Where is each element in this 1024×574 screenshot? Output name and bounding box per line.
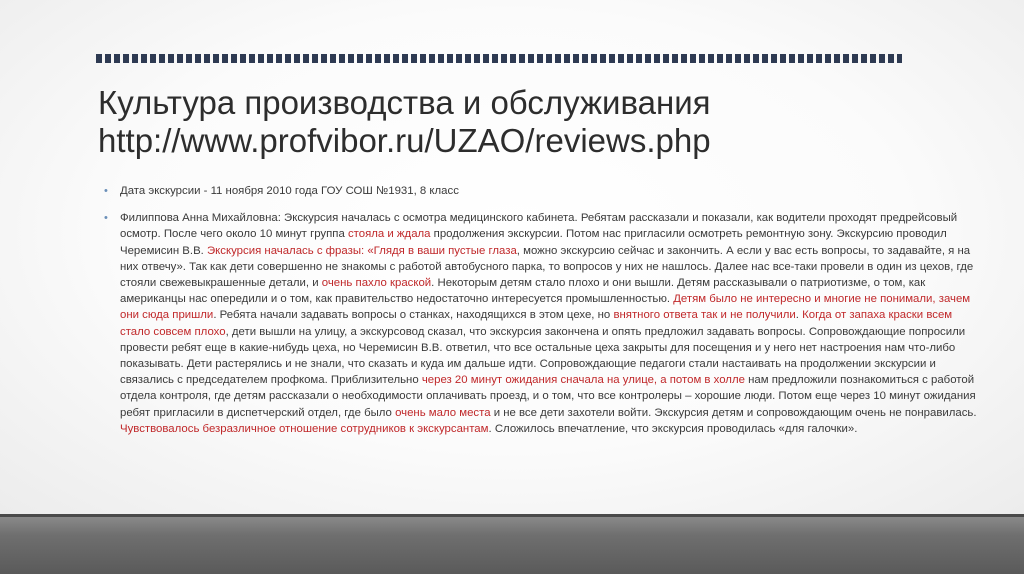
body-text: , можно экскурсию сейчас и закончить. А если у вас есть вопросы, то задавайте, я на них отвечу». Так как дети совершенно не знакомы с работой автобусного парка, то вопросов у них не нашлось. Далее нас все-таки провели в один из цехов, где стояли свежевыкрашенные детали, и bbox=[120, 244, 974, 290]
floor-background bbox=[0, 514, 1024, 574]
highlighted-text: Детям было не интересно и многие не понимали, зачем они сюда пришли bbox=[120, 293, 971, 322]
bullet-dot-icon: • bbox=[104, 185, 108, 197]
highlighted-text: очень пахло краской bbox=[321, 277, 432, 290]
highlighted-text: очень мало места bbox=[395, 406, 491, 419]
body-text: . Ребята начали задавать вопросы о станках, находящихся в этом цехе, но bbox=[213, 309, 614, 322]
highlighted-text: Чувствовалось безразличное отношение сотрудников к экскурсантам bbox=[120, 422, 489, 435]
bullet-list bbox=[104, 183, 984, 437]
highlighted-text: Когда от запаха краски всем стало совсем плохо bbox=[120, 309, 953, 338]
body-text: . Сложилось впечатление, что экскурсия проводилась «для галочки». bbox=[488, 422, 858, 435]
body-text: продолжения экскурсии. Потом нас пригласили осмотреть ремонтную зону. Экскурсию проводил Черемисин В.В. bbox=[120, 228, 947, 257]
bullet-item bbox=[104, 210, 984, 437]
highlighted-text: через 20 минут ожидания сначала на улице, а потом в холле bbox=[421, 374, 745, 387]
slide-title bbox=[98, 84, 918, 160]
decorative-dashed-bar bbox=[96, 54, 902, 63]
body-text: , дети вышли на улицу, а экскурсовод сказал, что экскурсия закончена и опять предложил задавать вопросы. Сопровождающие попросили провести ребят еще в какие-нибудь цеха, но Черемисин В.В. ответил, что все остальные цеха закрыты для посещения и у него нет настроения нам что-либо показывать. Дети растерялись и не знали, что сказать и куда им дальше идти. Сопровождающие педагоги стали настаивать на продолжении экскурсии и связались с председателем профкома. Приблизительно bbox=[120, 325, 966, 387]
body-text: и не все дети захотели войти. Экскурсия детям и сопровождающим очень не понравилась. bbox=[490, 406, 977, 419]
body-text: Дата экскурсии - 11 ноября 2010 года ГОУ СОШ №1931, 8 класс bbox=[120, 185, 459, 197]
body-text: . bbox=[795, 309, 803, 322]
highlighted-text: Экскурсия началась с фразы: «Глядя в ваши пустые глаза bbox=[207, 244, 517, 257]
title-line-1: Культура производства и обслуживания bbox=[98, 84, 711, 121]
bullet-dot-icon: • bbox=[104, 212, 108, 225]
body-text: Филиппова Анна Михайловна: Экскурсия началась с осмотра медицинского кабинета. Ребятам рассказали и показали, как водители проходят предрейсовый осмотр. После чего около 10 минут группа bbox=[120, 212, 958, 241]
bullet-item bbox=[104, 183, 984, 199]
title-line-2-url: http://www.profvibor.ru/UZAO/reviews.php bbox=[98, 122, 711, 159]
highlighted-text: внятного ответа так и не получили bbox=[613, 309, 796, 322]
highlighted-text: стояла и ждала bbox=[347, 228, 431, 241]
body-text: нам предложили познакомиться с работой отдела контроля, где детям рассказали о необходимости оплачивать проезд, и о том, что все контролеры – хорошие люди. Потом еще через 10 минут ожидания ребят пригласили в диспетчерский отдел, где было bbox=[120, 374, 976, 419]
body-text: . Некоторым детям стало плохо и они вышли. Детям рассказывали о патриотизме, о том, как американцы нас опередили и о том, как правительство недостаточно интересуется промышленностью. bbox=[120, 277, 926, 306]
